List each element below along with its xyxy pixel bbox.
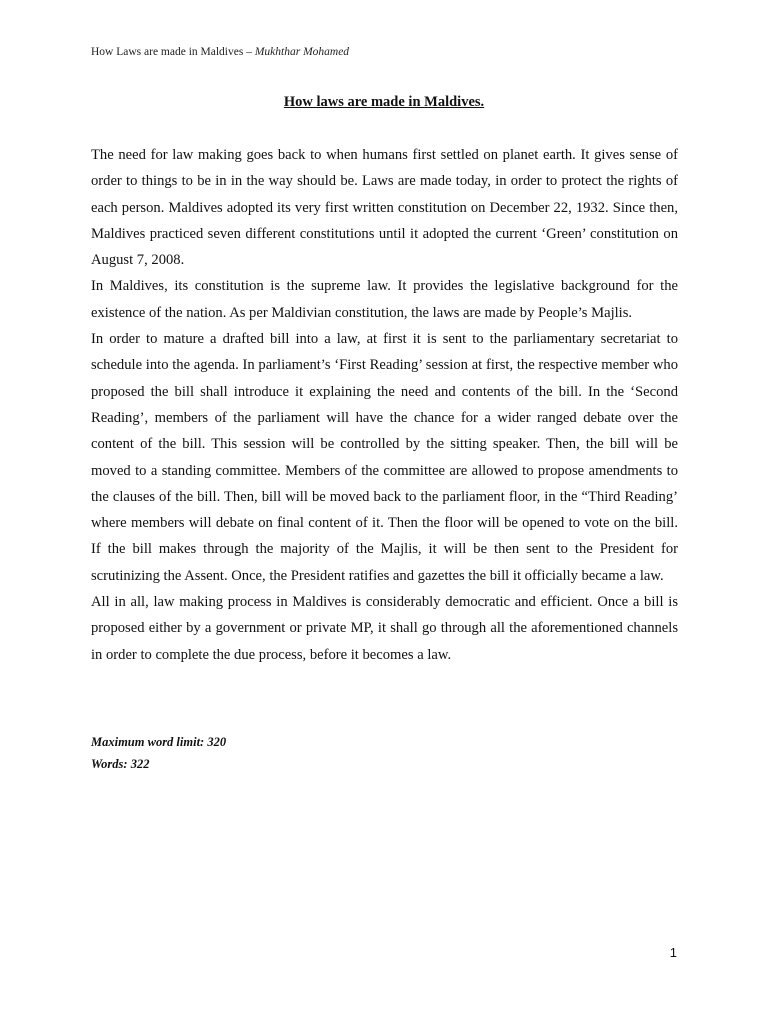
paragraph: In order to mature a drafted bill into a law, at first it is sent to the parliamentary secretariat to schedule into the agenda. In parliament’s ‘First Reading’ session at first, the respective member who proposed the bill shall introduce it explaining the need and contents of the bill. In the ‘Second Reading’, members of the parliament will have the chance for a wider ranged debate over the content of the bill. This session will be controlled by the sitting speaker. Then, the bill will be moved to a standing committee. Members of the committee are allowed to propose amendments to the clauses of the bill. Then, bill will be moved back to the parliament floor, in the “Third Reading’ where members will debate on final content of it. Then the floor will be opened to vote on the bill. If the bill makes through the majority of the Majlis, it will be then sent to the President for scrutinizing the Assent. Once, the President ratifies and gazettes the bill it officially became a law. <box>91 331 678 584</box>
header-title: How Laws are made in Maldives <box>91 46 244 58</box>
word-limit-label: Maximum word limit: 320 <box>91 735 227 749</box>
header-author: Mukhthar Mohamed <box>254 46 350 58</box>
word-count-label: Words: 322 <box>91 757 150 771</box>
document-title: How laws are made in Maldives. <box>283 94 485 110</box>
document-body <box>91 142 678 668</box>
paragraph: In Maldives, its constitution is the supreme law. It provides the legislative background for the existence of the nation. As per Maldivian constitution, the laws are made by People’s Majlis. <box>91 278 678 321</box>
paragraph: The need for law making goes back to when humans first settled on planet earth. It gives sense of order to things to be in in the way should be. Laws are made today, in order to protect the rights of each person. Maldives adopted its very first written constitution on December 22, 1932. Since then, Maldives practiced seven different constitutions until it adopted the current ‘Green’ constitution on August 7, 2008. <box>91 147 678 269</box>
page-number: 1 <box>669 945 677 960</box>
paragraph: All in all, law making process in Maldives is considerably democratic and efficient. Once a bill is proposed either by a government or private MP, it shall go through all the aforementioned channels in order to complete the due process, before it becomes a law. <box>91 594 678 663</box>
header-separator: – <box>243 46 255 58</box>
word-count-info <box>91 731 226 775</box>
running-header <box>91 44 349 60</box>
